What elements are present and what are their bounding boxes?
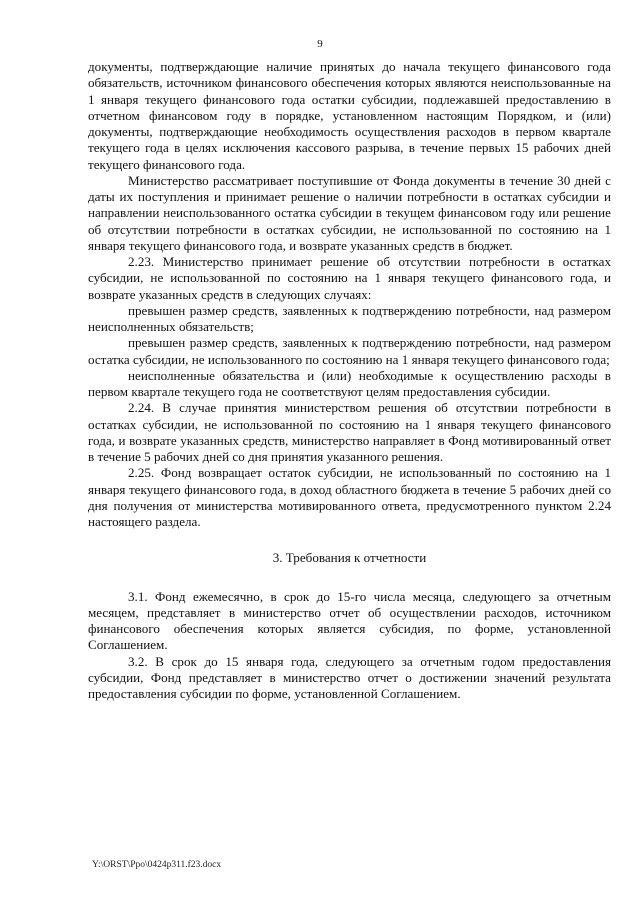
- paragraph-2-23: 2.23. Министерство принимает решение об отсутствии потребности в остатках субсидии, не использованной по состоянию на 1 января текущего финансового года, и возврате указанных средств в следующих случаях:: [88, 254, 611, 302]
- document-body: [88, 59, 611, 702]
- paragraph-continuation: документы, подтверждающие наличие принятых до начала текущего финансового года обязательств, источником финансового обеспечения которых являются неиспользованные на 1 января текущего финансового года остатки субсидии, подлежавшей предоставлению в отчетном финансовом году в порядке, установленном настоящим Порядком, и (или) документы, подтверждающие необходимость осуществления расходов в первом квартале текущего года в целях исключения кассового разрыва, в течение первых 15 рабочих дней текущего финансового года.: [88, 59, 611, 172]
- paragraph-3-1: 3.1. Фонд ежемесячно, в срок до 15-го числа месяца, следующего за отчетным месяцем, представляет в министерство отчет об осуществлении расходов, источником финансового обеспечения которых является субсидия, по форме, установленной Соглашением.: [88, 588, 611, 653]
- section-title: 3. Требования к отчетности: [272, 550, 427, 566]
- paragraph-case-3: неисполненные обязательства и (или) необходимые к осуществлению расходы в первом квартале текущего года не соответствуют целям предоставления субсидии.: [88, 367, 611, 399]
- paragraph-2-25: 2.25. Фонд возвращает остаток субсидии, не использованный по состоянию на 1 января текущего финансового года, в доход областного бюджета в течение 5 рабочих дней со дня получения от министерства мотивированного ответа, предусмотренного пунктом 2.24 настоящего раздела.: [88, 465, 611, 529]
- paragraph-ministry-review: Министерство рассматривает поступившие от Фонда документы в течение 30 дней с даты их поступления и принимает решение о наличии потребности в остатках субсидии и направлении неиспользованного остатка субсидии в текущем финансовом году или решение об отсутствии потребности в остатках субсидии, не использованной по состоянию на 1 января текущего финансового года, и возврате указанных средств в бюджет.: [88, 172, 611, 253]
- page-number: 9: [317, 38, 323, 50]
- paragraph-case-2: превышен размер средств, заявленных к подтверждению потребности, над размером остатка субсидии, не использованного по состоянию на 1 января текущего финансового года;: [88, 335, 611, 367]
- paragraph-2-24: 2.24. В случае принятия министерством решения об отсутствии потребности в остатках субсидии, не использованной по состоянию на 1 января текущего финансового года, и возврате указанных средств, министерство направляет в Фонд мотивированный ответ в течение 5 рабочих дней со дня принятия указанного решения.: [88, 400, 611, 464]
- paragraph-3-2: 3.2. В срок до 15 января года, следующего за отчетным годом предоставления субсидии, Фонд представляет в министерство отчет о достижении значений результата предоставления субсидии по форме, установленной Соглашением.: [88, 653, 611, 701]
- footer-file-path: Y:\ORST\Ppo\0424p311.f23.docx: [92, 860, 222, 870]
- paragraph-case-1: превышен размер средств, заявленных к подтверждению потребности, над размером неисполненных обязательств;: [88, 302, 611, 334]
